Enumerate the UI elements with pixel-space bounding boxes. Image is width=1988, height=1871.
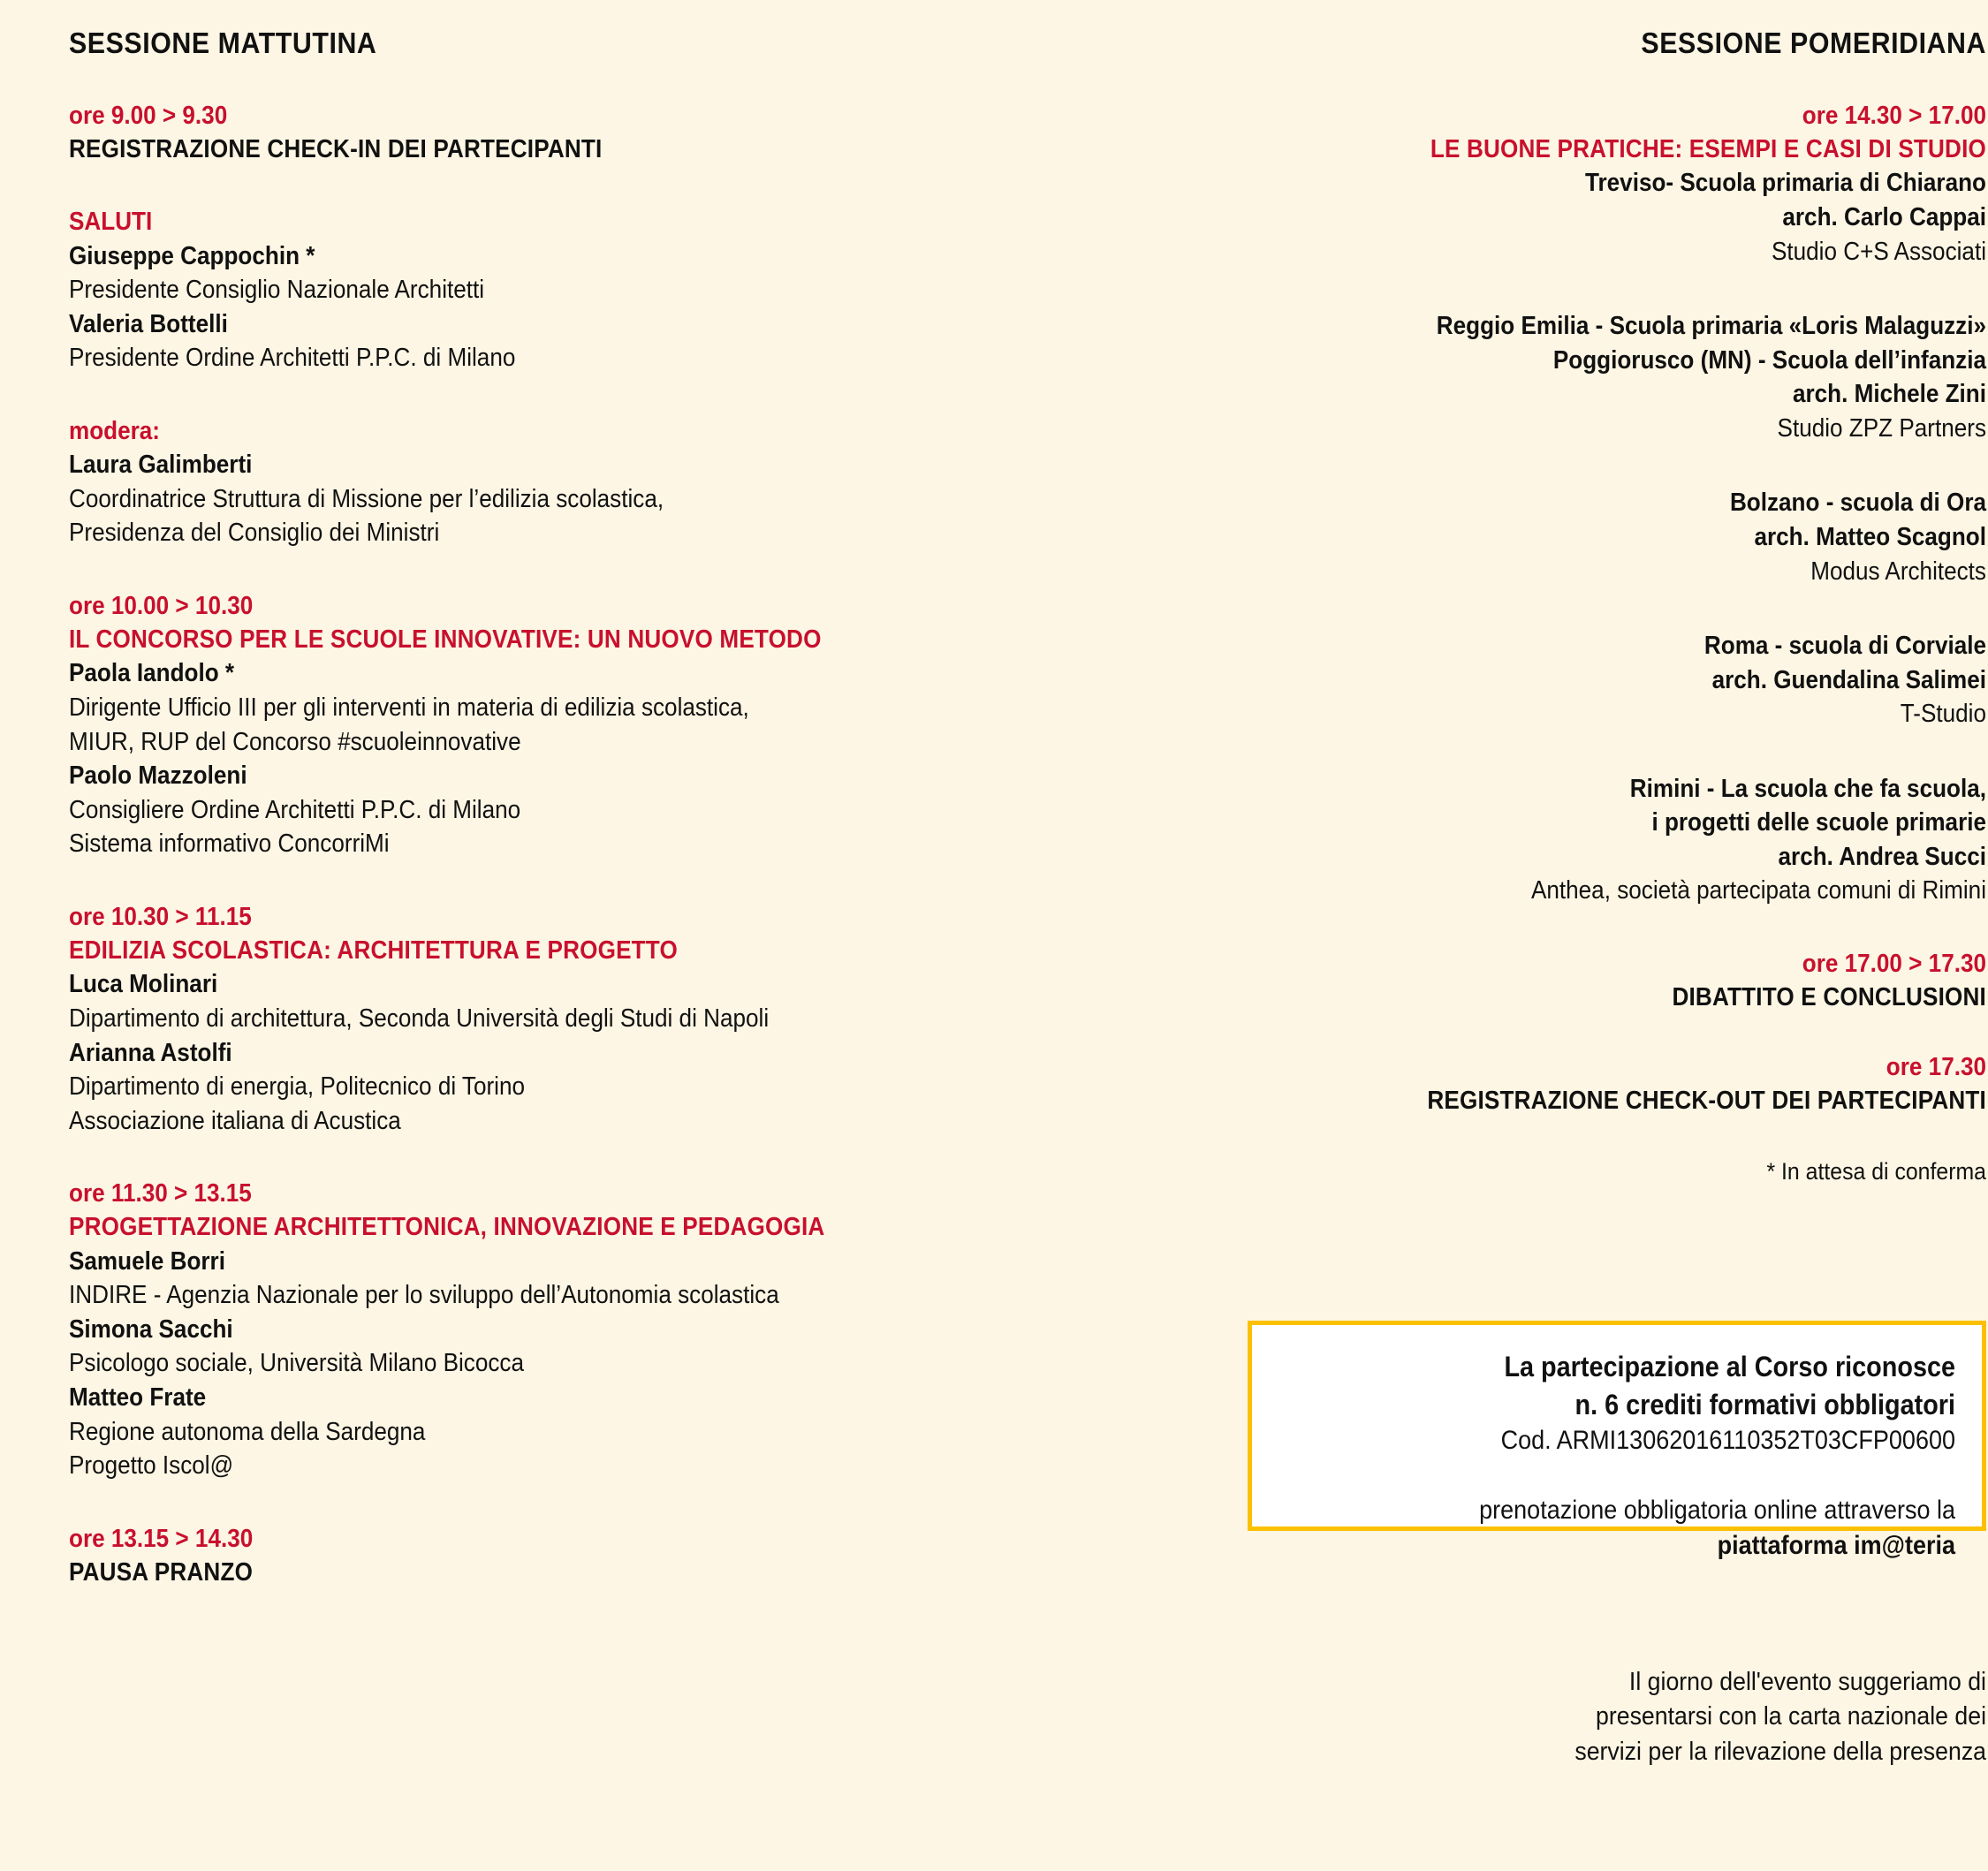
afternoon-block-buone-pratiche: [1248, 99, 1986, 908]
spacer: [1248, 445, 1986, 486]
time-label: ore 10.00 > 10.30: [69, 591, 254, 620]
speaker-role: Presidente Consiglio Nazionale Architetti: [69, 276, 485, 305]
credits-code: Cod. ARMI13062016110352T03CFP00600: [1500, 1426, 1955, 1456]
block-heading: LE BUONE PRATICHE: ESEMPI E CASI DI STUDIO: [1430, 135, 1986, 164]
footer-note-line: Il giorno dell'evento suggeriamo di: [1628, 1668, 1986, 1696]
spacer: [1248, 731, 1986, 772]
time-label: ore 9.00 > 9.30: [69, 101, 228, 130]
afternoon-block-dibattito: [1248, 947, 1986, 1015]
credits-line-1: La partecipazione al Corso riconosce: [1504, 1351, 1955, 1382]
speaker-role: Presidente Ordine Architetti P.P.C. di Milano: [69, 344, 516, 373]
credits-box: [1248, 1321, 1986, 1560]
case-study-line: Rimini - La scuola che fa scuola,: [1629, 774, 1986, 803]
afternoon-block-checkout: [1248, 1050, 1986, 1118]
case-study-line: Reggio Emilia - Scuola primaria «Loris Malaguzzi»: [1436, 312, 1986, 341]
speaker-name: Arianna Astolfi: [69, 1038, 232, 1067]
case-study-line: Treviso- Scuola primaria di Chiarano: [1585, 169, 1986, 198]
case-study-line: i progetti delle scuole primarie: [1651, 808, 1986, 837]
time-label: ore 17.00 > 17.30: [1802, 950, 1986, 979]
block-heading: PAUSA PRANZO: [69, 1557, 254, 1587]
speaker-role: Consigliere Ordine Architetti P.P.C. di Milano: [69, 795, 521, 824]
speaker-role: INDIRE - Agenzia Nazionale per lo sviluppo dell’Autonomia scolastica: [69, 1281, 779, 1310]
case-study-line: Bolzano - scuola di Ora: [1729, 489, 1986, 518]
speaker-role: Regione autonoma della Sardegna: [69, 1417, 426, 1446]
speaker-name: Luca Molinari: [69, 970, 218, 999]
morning-block-modera: [69, 414, 1112, 550]
time-label: ore 17.30: [1886, 1052, 1986, 1081]
time-label: ore 13.15 > 14.30: [69, 1524, 254, 1553]
speaker-name: Giuseppe Cappochin *: [69, 241, 315, 270]
case-study-item: [1248, 772, 1986, 908]
block-heading: REGISTRAZIONE CHECK-IN DEI PARTECIPANTI: [69, 135, 603, 164]
speaker-name: Matteo Frate: [69, 1382, 207, 1412]
speaker-name: Paola Iandolo *: [69, 659, 235, 688]
morning-session-title: SESSIONE MATTUTINA: [69, 27, 377, 59]
speaker-name: Simona Sacchi: [69, 1314, 233, 1344]
speaker-role: Psicologo sociale, Università Milano Bicocca: [69, 1349, 524, 1378]
speaker-name: Laura Galimberti: [69, 451, 253, 480]
speaker-role: Dirigente Ufficio III per gli interventi in materia di edilizia scolastica,: [69, 693, 749, 723]
block-heading: DIBATTITO E CONCLUSIONI: [1672, 983, 1986, 1012]
morning-block-edilizia: [69, 900, 1112, 1138]
speaker-role: Coordinatrice Struttura di Missione per l’edilizia scolastica,: [69, 484, 664, 513]
speaker-role: Sistema informativo ConcorriMi: [69, 829, 390, 859]
speaker-name: Samuele Borri: [69, 1246, 225, 1276]
block-heading: IL CONCORSO PER LE SCUOLE INNOVATIVE: UN NUOVO METODO: [69, 625, 822, 655]
case-study-item: [1248, 629, 1986, 731]
time-label: ore 11.30 > 13.15: [69, 1179, 252, 1208]
booking-line: prenotazione obbligatoria online attraverso la: [1479, 1496, 1955, 1526]
time-label: ore 14.30 > 17.00: [1802, 101, 1986, 130]
morning-block-concorso: [69, 589, 1112, 861]
credits-line-2: n. 6 crediti formativi obbligatori: [1574, 1388, 1955, 1420]
speaker-name: Paolo Mazzoleni: [69, 761, 247, 791]
case-study-studio: Anthea, società partecipata comuni di Rimini: [1530, 876, 1986, 905]
spacer: [1279, 1458, 1955, 1493]
morning-block-pausa: [69, 1522, 1112, 1590]
block-heading: REGISTRAZIONE CHECK-OUT DEI PARTECIPANTI: [1427, 1086, 1986, 1115]
block-heading: PROGETTAZIONE ARCHITETTONICA, INNOVAZIONE E PEDAGOGIA: [69, 1213, 825, 1242]
speaker-role: Presidenza del Consiglio dei Ministri: [69, 519, 440, 548]
spacer: [1248, 269, 1986, 309]
case-study-line: arch. Matteo Scagnol: [1754, 522, 1986, 551]
case-study-line: arch. Michele Zini: [1792, 380, 1986, 409]
block-heading: EDILIZIA SCOLASTICA: ARCHITETTURA E PROGETTO: [69, 936, 678, 966]
section-label: SALUTI: [69, 208, 153, 237]
case-study-line: Poggiorusco (MN) - Scuola dell’infanzia: [1552, 345, 1986, 375]
case-study-line: arch. Carlo Cappai: [1782, 203, 1986, 232]
speaker-role: Dipartimento di energia, Politecnico di Torino: [69, 1072, 526, 1102]
time-label: ore 10.30 > 11.15: [69, 902, 252, 931]
speaker-role: MIUR, RUP del Concorso #scuoleinnovative: [69, 727, 521, 756]
case-study-line: arch. Guendalina Salimei: [1711, 665, 1986, 694]
footer-note: [1248, 1665, 1986, 1769]
platform-name: piattaforma im@teria: [1717, 1530, 1955, 1560]
afternoon-session-title: SESSIONE POMERIDIANA: [1641, 27, 1986, 59]
case-study-line: Roma - scuola di Corviale: [1703, 632, 1986, 661]
speaker-role: Associazione italiana di Acustica: [69, 1106, 401, 1135]
case-study-studio: Modus Architects: [1810, 557, 1986, 586]
case-study-studio: T-Studio: [1900, 700, 1986, 729]
spacer: [1248, 588, 1986, 629]
morning-block-saluti: [69, 205, 1112, 375]
case-study-item: [1248, 309, 1986, 445]
footer-note-line: servizi per la rilevazione della presenza: [1574, 1737, 1986, 1766]
speaker-name: Valeria Bottelli: [69, 309, 228, 338]
case-study-item: [1248, 166, 1986, 269]
afternoon-session-column: [1248, 0, 1986, 1187]
morning-block-progettazione: [69, 1177, 1112, 1482]
speaker-role: Dipartimento di architettura, Seconda Università degli Studi di Napoli: [69, 1004, 770, 1033]
case-study-studio: Studio C+S Associati: [1771, 237, 1986, 266]
case-study-studio: Studio ZPZ Partners: [1777, 413, 1986, 443]
section-label: modera:: [69, 416, 160, 445]
case-study-line: arch. Andrea Succi: [1778, 842, 1986, 871]
case-study-item: [1248, 486, 1986, 588]
morning-block-registration: [69, 99, 1112, 167]
pending-confirmation-note: * In attesa di conferma: [1766, 1158, 1986, 1185]
speaker-role: Progetto Iscol@: [69, 1451, 234, 1481]
morning-session-column: [69, 0, 1112, 1589]
footer-note-line: presentarsi con la carta nazionale dei: [1596, 1702, 1986, 1731]
afternoon-footnote-wrapper: [1248, 1156, 1986, 1187]
